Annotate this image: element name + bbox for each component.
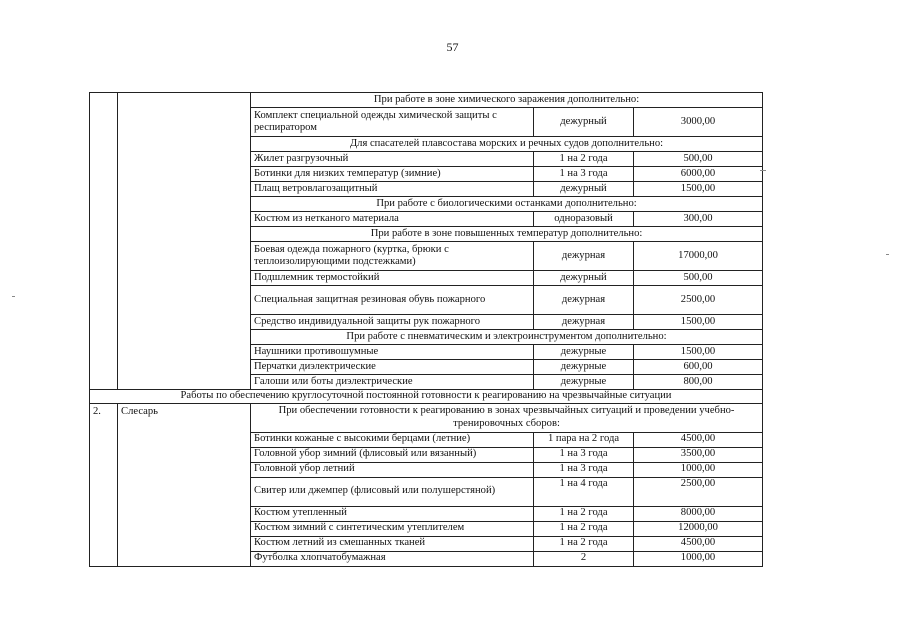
item-name: Галоши или боты диэлектрические bbox=[251, 375, 534, 390]
item-qty: 1 на 3 года bbox=[534, 462, 634, 477]
group-header: При работе в зоне повышенных температур дополнительно: bbox=[251, 227, 763, 242]
item-qty: дежурные bbox=[534, 345, 634, 360]
item-qty: 1 пара на 2 года bbox=[534, 432, 634, 447]
item-name: Свитер или джемпер (флисовый или полушерстяной) bbox=[251, 477, 534, 506]
item-qty: 1 на 2 года bbox=[534, 521, 634, 536]
item-price: 800,00 bbox=[634, 375, 763, 390]
section-header: Работы по обеспечению круглосуточной постоянной готовности к реагированию на чрезвычайные ситуации bbox=[90, 390, 763, 404]
item-qty: 1 на 4 года bbox=[534, 477, 634, 506]
item-name: Костюм зимний с синтетическим утеплителем bbox=[251, 521, 534, 536]
item-price: 3000,00 bbox=[634, 108, 763, 137]
item-qty: дежурные bbox=[534, 360, 634, 375]
item-name: Ботинки кожаные с высокими берцами (летние) bbox=[251, 432, 534, 447]
item-name: Комплект специальной одежды химической защиты с респиратором bbox=[251, 108, 534, 137]
group-header: При работе в зоне химического заражения дополнительно: bbox=[251, 93, 763, 108]
item-name: Наушники противошумные bbox=[251, 345, 534, 360]
group-header: При обеспечении готовности к реагированию в зонах чрезвычайных ситуаций и проведении учебно-тренировочных сборов: bbox=[251, 403, 763, 432]
item-name: Специальная защитная резиновая обувь пожарного bbox=[251, 286, 534, 315]
item-name: Ботинки для низких температур (зимние) bbox=[251, 167, 534, 182]
item-qty: одноразовый bbox=[534, 212, 634, 227]
item-price: 2500,00 bbox=[634, 286, 763, 315]
item-name: Жилет разгрузочный bbox=[251, 152, 534, 167]
group-header: Для спасателей плавсостава морских и речных судов дополнительно: bbox=[251, 137, 763, 152]
item-name: Средство индивидуальной защиты рук пожарного bbox=[251, 315, 534, 330]
item-name: Костюм из нетканого материала bbox=[251, 212, 534, 227]
item-qty: дежурная bbox=[534, 286, 634, 315]
item-price: 600,00 bbox=[634, 360, 763, 375]
scan-speck bbox=[760, 170, 766, 171]
item-qty: дежурный bbox=[534, 108, 634, 137]
item-price: 17000,00 bbox=[634, 242, 763, 271]
position-title: Слесарь bbox=[118, 403, 251, 566]
item-price: 8000,00 bbox=[634, 506, 763, 521]
group-header: При работе с пневматическим и электроинструментом дополнительно: bbox=[251, 330, 763, 345]
item-qty: дежурный bbox=[534, 271, 634, 286]
item-qty: 2 bbox=[534, 551, 634, 566]
item-price: 1000,00 bbox=[634, 551, 763, 566]
equipment-table bbox=[89, 92, 763, 567]
item-price: 1500,00 bbox=[634, 182, 763, 197]
item-price: 4500,00 bbox=[634, 432, 763, 447]
item-qty: дежурный bbox=[534, 182, 634, 197]
item-price: 1500,00 bbox=[634, 315, 763, 330]
page-number: 57 bbox=[446, 40, 459, 54]
position-cell-empty bbox=[118, 93, 251, 390]
item-name: Головной убор летний bbox=[251, 462, 534, 477]
item-name: Подшлемник термостойкий bbox=[251, 271, 534, 286]
item-price: 4500,00 bbox=[634, 536, 763, 551]
item-qty: дежурная bbox=[534, 242, 634, 271]
item-name: Боевая одежда пожарного (куртка, брюки с теплоизолирующими подстежками) bbox=[251, 242, 534, 271]
item-price: 500,00 bbox=[634, 152, 763, 167]
item-price: 1000,00 bbox=[634, 462, 763, 477]
item-qty: дежурные bbox=[534, 375, 634, 390]
item-name: Перчатки диэлектрические bbox=[251, 360, 534, 375]
item-name: Костюм утепленный bbox=[251, 506, 534, 521]
item-name: Головной убор зимний (флисовый или вязанный) bbox=[251, 447, 534, 462]
group-header: При работе с биологическими останками дополнительно: bbox=[251, 197, 763, 212]
position-number: 2. bbox=[90, 403, 118, 566]
item-price: 500,00 bbox=[634, 271, 763, 286]
item-qty: 1 на 3 года bbox=[534, 447, 634, 462]
item-price: 1500,00 bbox=[634, 345, 763, 360]
item-name: Футболка хлопчатобумажная bbox=[251, 551, 534, 566]
item-qty: дежурная bbox=[534, 315, 634, 330]
item-price: 300,00 bbox=[634, 212, 763, 227]
item-name: Костюм летний из смешанных тканей bbox=[251, 536, 534, 551]
item-qty: 1 на 2 года bbox=[534, 536, 634, 551]
item-price: 3500,00 bbox=[634, 447, 763, 462]
item-price: 2500,00 bbox=[634, 477, 763, 506]
scan-speck bbox=[12, 296, 15, 297]
scan-speck bbox=[886, 254, 889, 255]
item-name: Плащ ветровлагозащитный bbox=[251, 182, 534, 197]
item-price: 12000,00 bbox=[634, 521, 763, 536]
number-cell-empty bbox=[90, 93, 118, 390]
item-qty: 1 на 2 года bbox=[534, 506, 634, 521]
item-qty: 1 на 3 года bbox=[534, 167, 634, 182]
item-qty: 1 на 2 года bbox=[534, 152, 634, 167]
item-price: 6000,00 bbox=[634, 167, 763, 182]
